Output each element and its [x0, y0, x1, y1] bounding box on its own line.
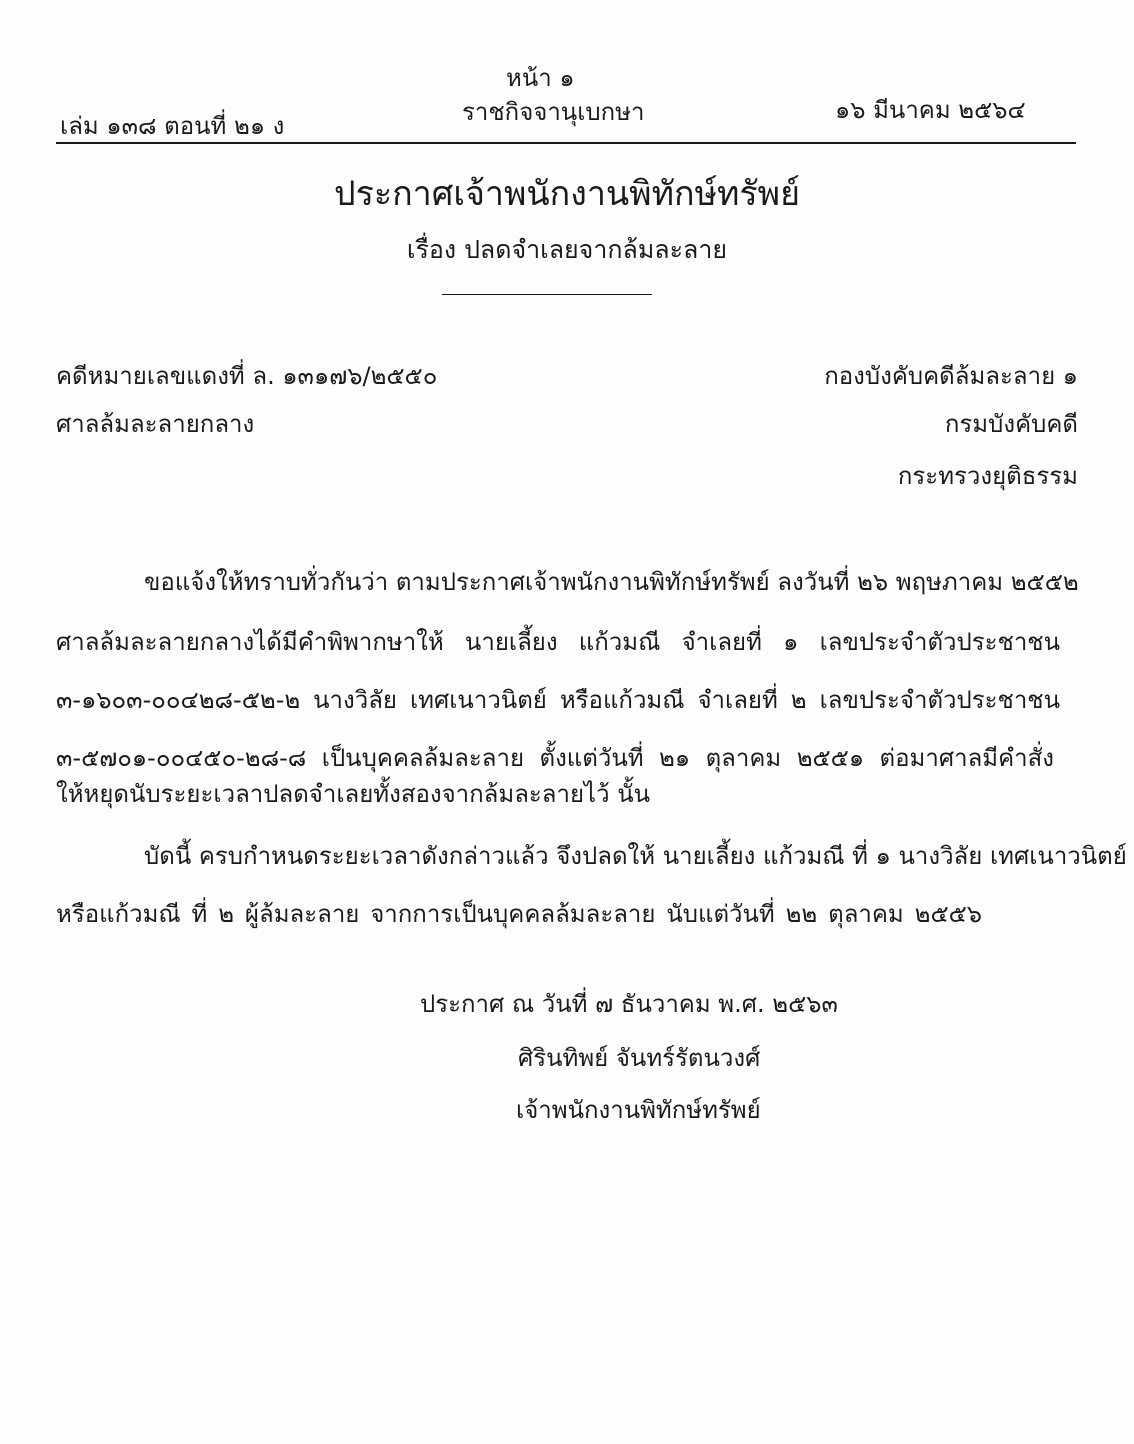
paragraph-2-line: หรือแก้วมณี ที่ ๒ ผู้ล้มละลาย จากการเป็นบุคคลล้มละลาย นับแต่วันที่ ๒๒ ตุลาคม ๒๕๕๖ [56, 900, 982, 928]
page-title: ประกาศเจ้าพนักงานพิทักษ์ทรัพย์ [333, 174, 800, 214]
case-number: คดีหมายเลขแดงที่ ล. ๑๓๑๗๖/๒๕๕๐ [56, 362, 438, 390]
paragraph-1-line: ศาลล้มละลายกลางได้มีคำพิพากษาให้ นายเลี้ยง แก้วมณี จำเลยที่ ๑ เลขประจำตัวประชาชน [56, 628, 1060, 656]
signer-name: ศิรินทิพย์ จันทร์รัตนวงศ์ [518, 1044, 761, 1072]
ministry-name: กระทรวงยุติธรรม [897, 462, 1078, 490]
announcement-date: ประกาศ ณ วันที่ ๗ ธันวาคม พ.ศ. ๒๕๖๓ [420, 990, 838, 1018]
paragraph-2-line: บัดนี้ ครบกำหนดระยะเวลาดังกล่าวแล้ว จึงปลดให้ นายเลี้ยง แก้วมณี ที่ ๑ นางวิลัย เทศเนาวนิตย์ [144, 842, 1127, 870]
page-number: หน้า ๑ [506, 64, 575, 92]
gazette-date: ๑๖ มีนาคม ๒๕๖๔ [835, 96, 1026, 124]
department-name: กรมบังคับคดี [944, 410, 1078, 438]
gazette-name: ราชกิจจานุเบกษา [462, 98, 645, 126]
subject-line: เรื่อง ปลดจำเลยจากล้มละลาย [406, 235, 728, 264]
court-name: ศาลล้มละลายกลาง [56, 410, 255, 438]
paragraph-1-line: ขอแจ้งให้ทราบทั่วกันว่า ตามประกาศเจ้าพนักงานพิทักษ์ทรัพย์ ลงวันที่ ๒๖ พฤษภาคม ๒๕๕๒ [144, 568, 1079, 596]
signer-position: เจ้าพนักงานพิทักษ์ทรัพย์ [516, 1096, 761, 1124]
paragraph-1-line: ให้หยุดนับระยะเวลาปลดจำเลยทั้งสองจากล้มละลายไว้ นั้น [56, 780, 651, 808]
title-divider [442, 294, 652, 295]
paragraph-1-line: ๓-๕๗๐๑-๐๐๔๕๐-๒๘-๘ เป็นบุคคลล้มละลาย ตั้งแต่วันที่ ๒๑ ตุลาคม ๒๕๕๑ ต่อมาศาลมีคำสั่ง [56, 744, 1054, 772]
division-name: กองบังคับคดีล้มละลาย ๑ [824, 362, 1078, 390]
header-rule [56, 142, 1076, 144]
gazette-volume: เล่ม ๑๓๘ ตอนที่ ๒๑ ง [60, 112, 285, 140]
paragraph-1-line: ๓-๑๖๐๓-๐๐๔๒๘-๕๒-๒ นางวิลัย เทศเนาวนิตย์ หรือแก้วมณี จำเลยที่ ๒ เลขประจำตัวประชาชน [56, 686, 1060, 714]
